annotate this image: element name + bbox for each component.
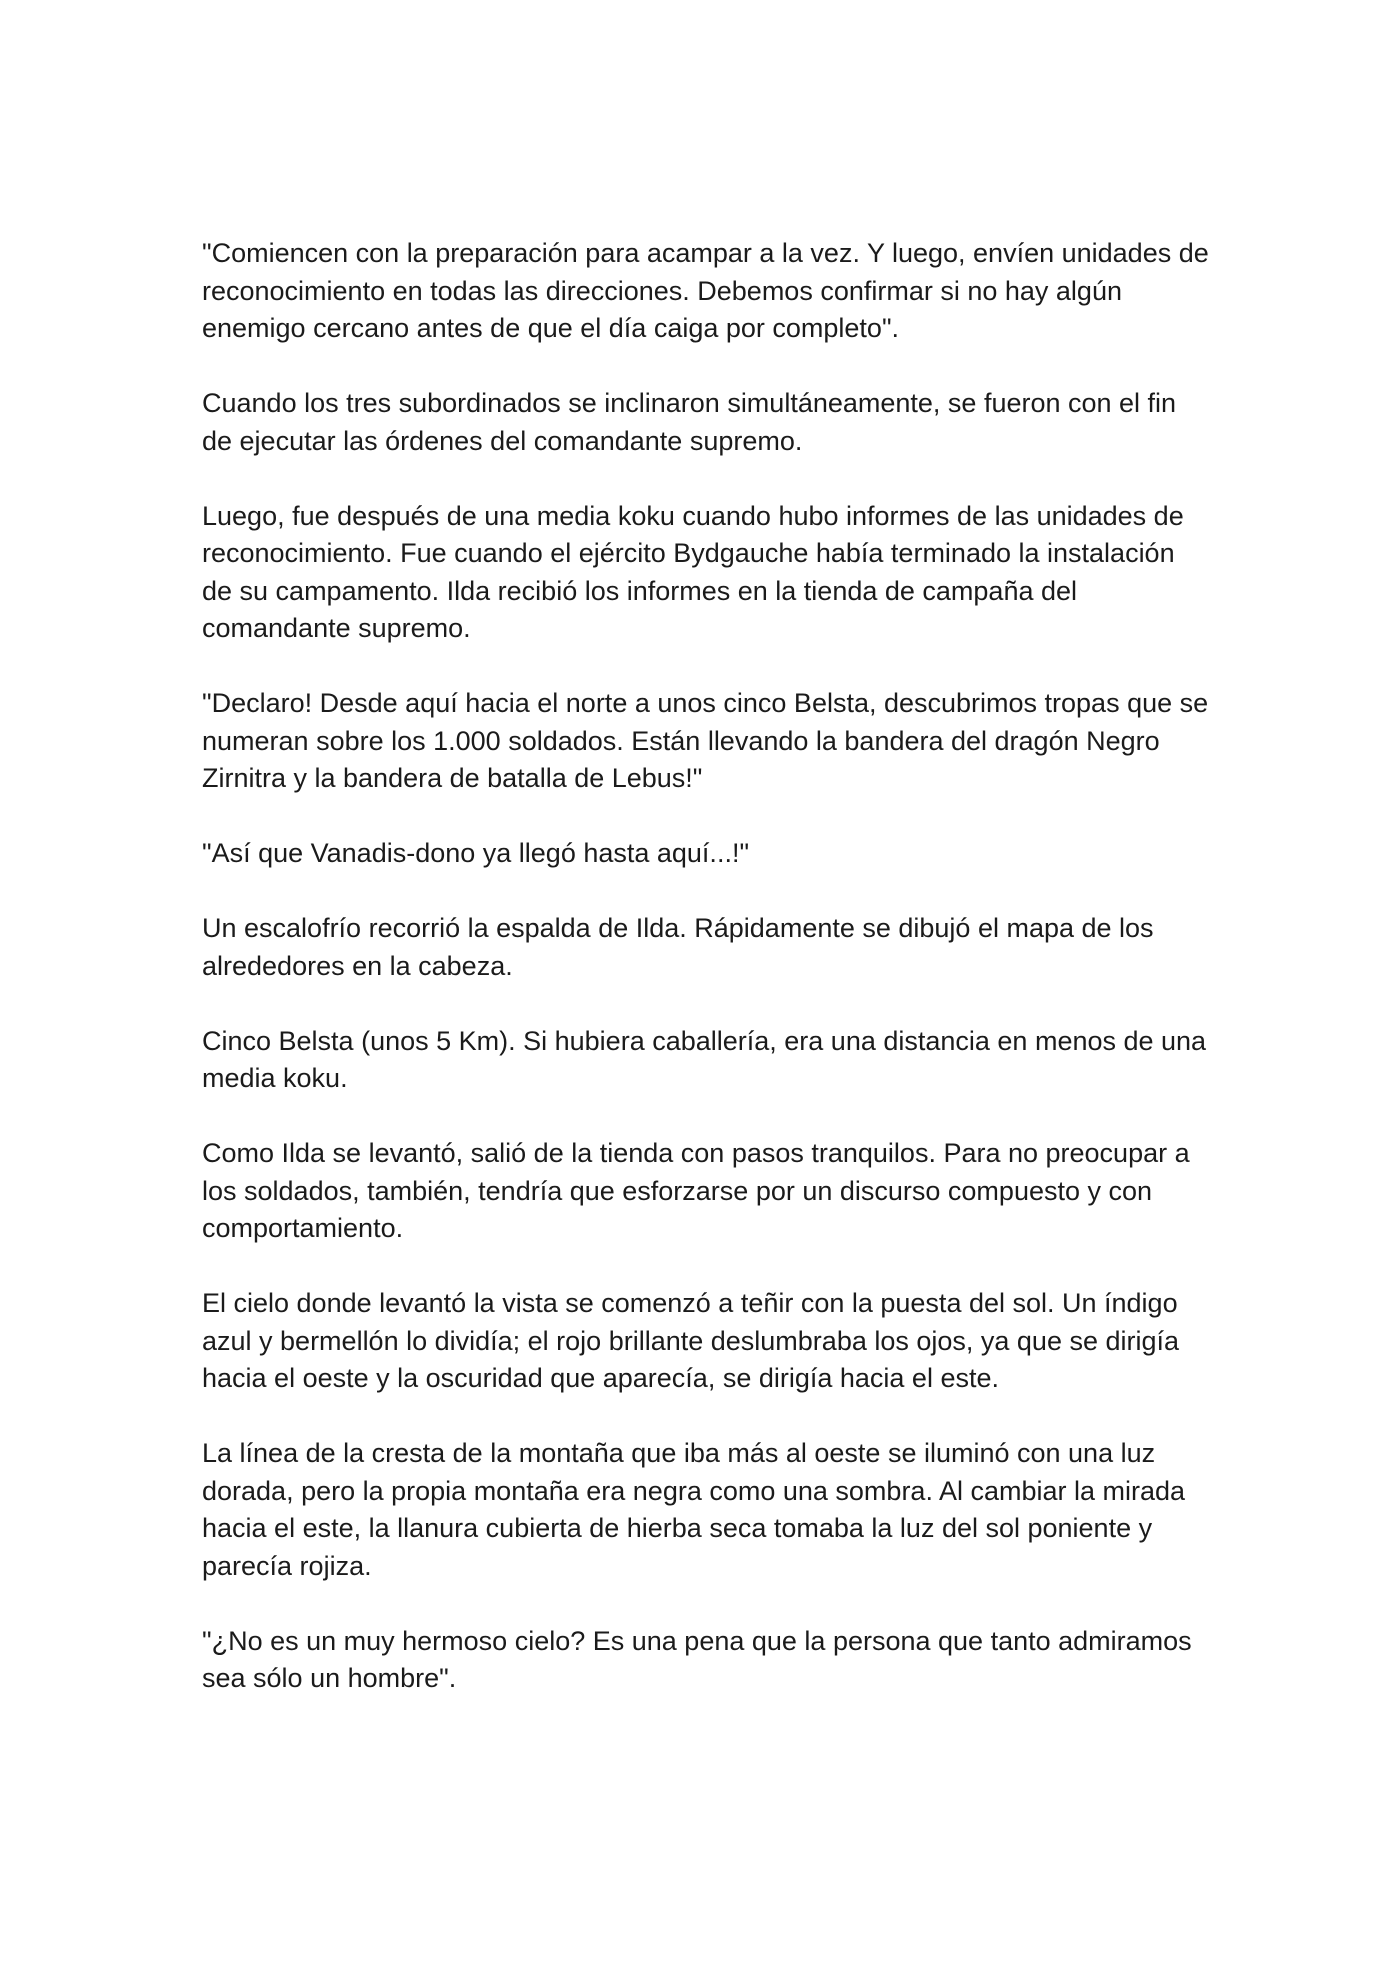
paragraph: Cuando los tres subordinados se inclinaron simultáneamente, se fueron con el fin de ejecutar las órdenes del comandante supremo.	[202, 388, 1184, 456]
paragraph: Como Ilda se levantó, salió de la tienda con pasos tranquilos. Para no preocupar a los soldados, también, tendría que esforzarse por un discurso compuesto y con comportamiento.	[202, 1138, 1198, 1243]
paragraph: La línea de la cresta de la montaña que iba más al oeste se iluminó con una luz dorada, pero la propia montaña era negra como una sombra. Al cambiar la mirada hacia el este, la llanura cubierta de hierba seca tomaba la luz del sol poniente y parecía rojiza.	[202, 1438, 1193, 1581]
paragraph: El cielo donde levantó la vista se comenzó a teñir con la puesta del sol. Un índigo azul y bermellón lo dividía; el rojo brillante deslumbraba los ojos, ya que se dirigía hacia el oeste y la oscuridad que aparecía, se dirigía hacia el este.	[202, 1288, 1187, 1393]
paragraph: Un escalofrío recorrió la espalda de Ilda. Rápidamente se dibujó el mapa de los alrededores en la cabeza.	[202, 913, 1162, 981]
paragraph: "Así que Vanadis-dono ya llegó hasta aquí...!"	[202, 838, 750, 868]
document-body	[202, 235, 1222, 1735]
paragraph: "Comiencen con la preparación para acampar a la vez. Y luego, envíen unidades de reconocimiento en todas las direcciones. Debemos confirmar si no hay algún enemigo cercano antes de que el día caiga por completo".	[202, 238, 1217, 343]
paragraph: Cinco Belsta (unos 5 Km). Si hubiera caballería, era una distancia en menos de una media koku.	[202, 1025, 1222, 1093]
paragraph: "¿No es un muy hermoso cielo? Es una pena que la persona que tanto admiramos sea sólo un hombre".	[202, 1625, 1200, 1693]
paragraph: Luego, fue después de una media koku cuando hubo informes de las unidades de reconocimiento. Fue cuando el ejército Bydgauche había terminado la instalación de su campamento. Ilda recibió los informes en la tienda de campaña del comandante supremo.	[202, 500, 1192, 643]
paragraph: "Declaro! Desde aquí hacia el norte a unos cinco Belsta, descubrimos tropas que se numeran sobre los 1.000 soldados. Están llevando la bandera del dragón Negro Zirnitra y la bandera de batalla de Lebus!"	[202, 688, 1216, 793]
